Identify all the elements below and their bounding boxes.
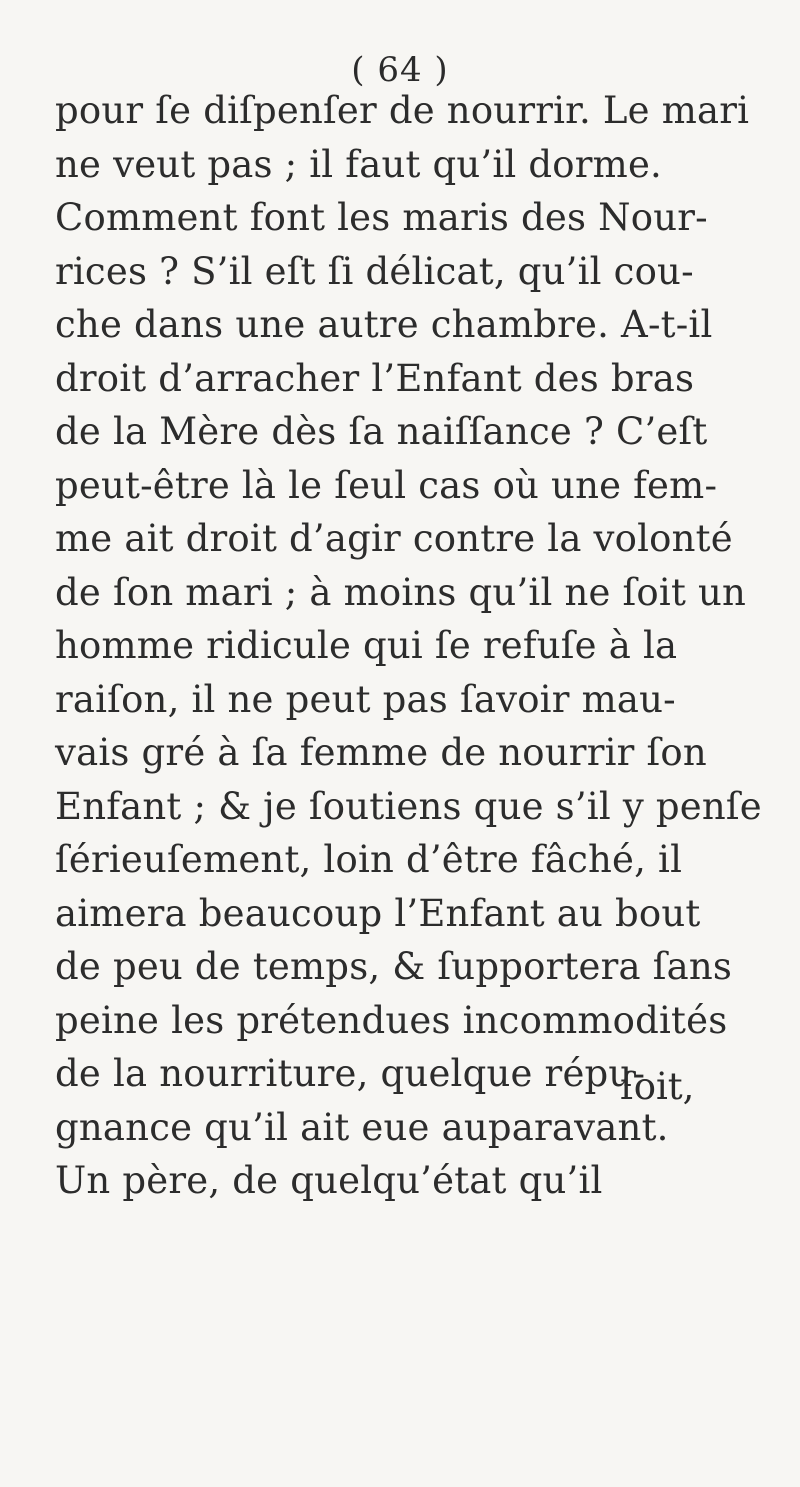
text-line: de la Mère dès ſa naiſſance ? C’eſt bbox=[55, 410, 708, 453]
text-line: peut-être là le ſeul cas où une fem- bbox=[55, 463, 718, 507]
body-text bbox=[55, 84, 800, 1208]
text-line: gnance qu’il ait eue auparavant. bbox=[55, 1105, 669, 1149]
text-line: aimera beaucoup l’Enfant au bout bbox=[55, 891, 701, 935]
text-line: rices ? S’il eſt ſi délicat, qu’il cou- bbox=[55, 249, 694, 293]
text-line: che dans une autre chambre. A-t-il bbox=[55, 303, 713, 346]
text-line: raiſon, il ne peut pas ſavoir mau- bbox=[55, 677, 676, 721]
text-line: droit d’arracher l’Enfant des bras bbox=[55, 356, 695, 400]
text-line: ſérieuſement, loin d’être fâché, il bbox=[55, 838, 683, 881]
text-line: de la nourriture, quelque répu- bbox=[55, 1052, 646, 1095]
text-line: vais gré à ſa femme de nourrir ſon bbox=[55, 731, 707, 774]
catchword: ſoit, bbox=[620, 1065, 695, 1108]
text-line: de peu de temps, & ſupportera ſans bbox=[55, 945, 733, 988]
text-line: Un père, de quelqu’état qu’il bbox=[55, 1159, 603, 1202]
text-line: de ſon mari ; à moins qu’il ne ſoit un bbox=[55, 570, 747, 614]
text-line: peine les prétendues incommodités bbox=[55, 998, 728, 1042]
text-line: me ait droit d’agir contre la volonté bbox=[55, 517, 733, 560]
text-line: homme ridicule qui ſe refuſe à la bbox=[55, 624, 678, 667]
text-line: Enfant ; & je ſoutiens que s’il y penſe bbox=[55, 784, 762, 828]
text-line: Comment font les maris des Nour- bbox=[55, 196, 708, 239]
text-line: ne veut pas ; il faut qu’il dorme. bbox=[55, 142, 663, 186]
page-number: ( 64 ) bbox=[351, 50, 449, 90]
text-line: pour ſe diſpenſer de nourrir. Le mari bbox=[55, 89, 750, 132]
